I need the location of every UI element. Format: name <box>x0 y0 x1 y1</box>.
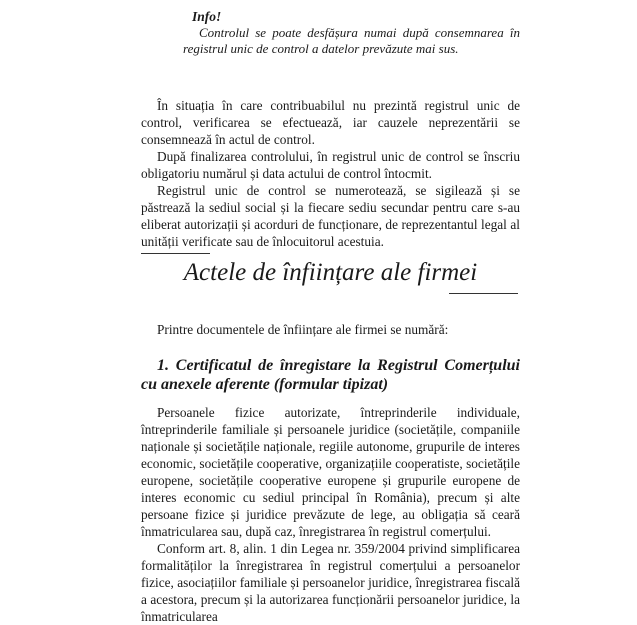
paragraph: În situația în care contribuabilul nu prezintă registrul unic de control, verificarea se efectuează, iar cauzele neprezentării se consemnează în actul de control. <box>141 98 520 147</box>
info-title: Info! <box>192 9 222 24</box>
paragraph: Persoanele fizice autorizate, întreprinderile individuale, întreprinderile familiale și persoanele juridice (societățile, companiile naționale și societățile naționale, regiile autonome, grupurile de interes economic, societățile cooperative, organizațiile cooperatiste, societățile europene, societățile cooperative europene și grupurile europene de interes economic cu sediul principal în România), precum și alte persoane fizice și juridice prevăzute de lege, au obligația să ceară înmatricularea sau, după caz, înregistrarea în registrul comerțului. <box>141 405 520 539</box>
paragraph: După finalizarea controlului, în registrul unic de control se înscriu obligatoriu numărul și data actului de control întocmit. <box>141 149 520 181</box>
decorative-rule-right <box>449 293 518 294</box>
chapter-intro: Printre documentele de înființare ale firmei se numără: <box>157 322 449 337</box>
decorative-rule-left <box>141 253 210 254</box>
section-control-register <box>141 97 520 250</box>
subheading-certificate: 1. Certificatul de înregistare la Registrul Comerțului cu anexele aferente (formular tipizat) <box>141 357 520 393</box>
info-box <box>183 9 520 57</box>
section-registration <box>141 404 520 625</box>
info-body: Controlul se poate desfășura numai după consemnarea în registrul unic de control a datelor prevăzute mai sus. <box>183 25 520 56</box>
paragraph: Registrul unic de control se numerotează, se sigilează și se păstrează la sediul social și la fiecare sediu secundar pentru care s-au eliberat autorizații și acorduri de funcționare, de reprezentantul legal al unității verificate sau de înlocuitorul acestuia. <box>141 183 520 249</box>
chapter-intro-block <box>141 321 520 338</box>
chapter-title: Actele de înființare ale firmei <box>183 259 478 286</box>
paragraph: Conform art. 8, alin. 1 din Legea nr. 359/2004 privind simplificarea formalităților la înregistrarea în registrul comerțului a persoanelor fizice, asociațiilor familiale și persoanelor juridice, înregistrarea fiscală a acestora, precum și la autorizarea funcționării persoanelor juridice, la înmatricularea <box>141 541 520 624</box>
